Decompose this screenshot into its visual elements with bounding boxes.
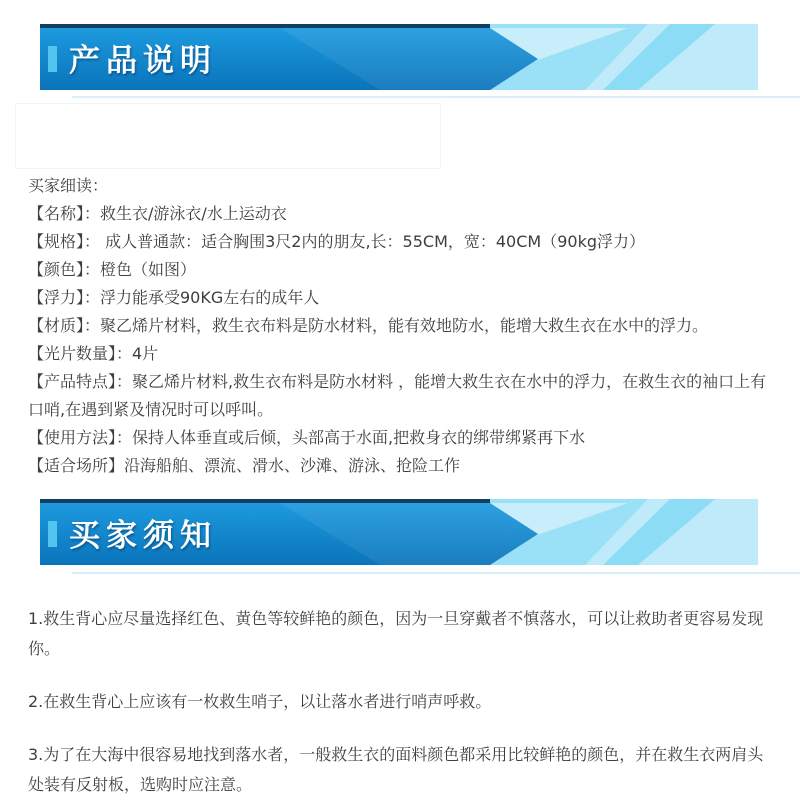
buyer-notes-text [28, 604, 776, 800]
spec-line-usage: 【使用方法】：保持人体垂直或后倾，头部高于水面,把救身衣的绑带绑紧再下水 [28, 428, 586, 447]
buyer-notice-title: 买家须知 [69, 517, 217, 554]
banner-title-wrap [48, 499, 217, 565]
faded-image-placeholder [15, 103, 441, 169]
intro-line: 买家细读： [28, 176, 109, 195]
product-description-banner [40, 24, 758, 90]
spec-line-material: 【材质】：聚乙烯片材料，救生衣布料是防水材料，能有效地防水，能增大救生衣在水中的浮力。 [28, 316, 709, 335]
banner-accent-bar [48, 521, 57, 547]
product-description-title: 产品说明 [69, 42, 217, 79]
banner-seam-line [72, 96, 800, 98]
spec-line-panels: 【光片数量】：4片 [28, 344, 159, 363]
banner-accent-bar [48, 46, 57, 72]
buyer-notice-banner [40, 499, 758, 565]
buyer-note-1: 1.救生背心应尽量选择红色、黄色等较鲜艳的颜色，因为一旦穿戴者不慎落水，可以让救助者更容易发现你。 [28, 609, 764, 658]
buyer-note-2: 2.在救生背心上应该有一枚救生哨子，以让落水者进行哨声呼救。 [28, 692, 492, 711]
spec-line-size: 【规格】： 成人普通款：适合胸围3尺2内的朋友,长：55CM，宽：40CM（90kg浮力） [28, 232, 645, 251]
spec-line-buoyancy: 【浮力】：浮力能承受90KG左右的成年人 [28, 288, 320, 307]
spec-line-features: 【产品特点】：聚乙烯片材料,救生衣布料是防水材料 ，能增大救生衣在水中的浮力，在救生衣的袖口上有口哨,在遇到紧及情况时可以呼叫。 [28, 372, 767, 419]
buyer-note-3: 3.为了在大海中很容易地找到落水者，一般救生衣的面料颜色都采用比较鲜艳的颜色，并在救生衣两肩头处装有反射板，选购时应注意。 [28, 745, 764, 794]
banner-title-wrap [48, 24, 217, 90]
spec-line-name: 【名称】：救生衣/游泳衣/水上运动衣 [28, 204, 287, 223]
banner-seam-line [72, 572, 800, 574]
product-description-text [28, 172, 776, 480]
spec-line-color: 【颜色】：橙色（如图） [28, 260, 197, 279]
spec-line-scenes: 【适合场所】沿海船舶、漂流、滑水、沙滩、游泳、抢险工作 [28, 456, 461, 475]
